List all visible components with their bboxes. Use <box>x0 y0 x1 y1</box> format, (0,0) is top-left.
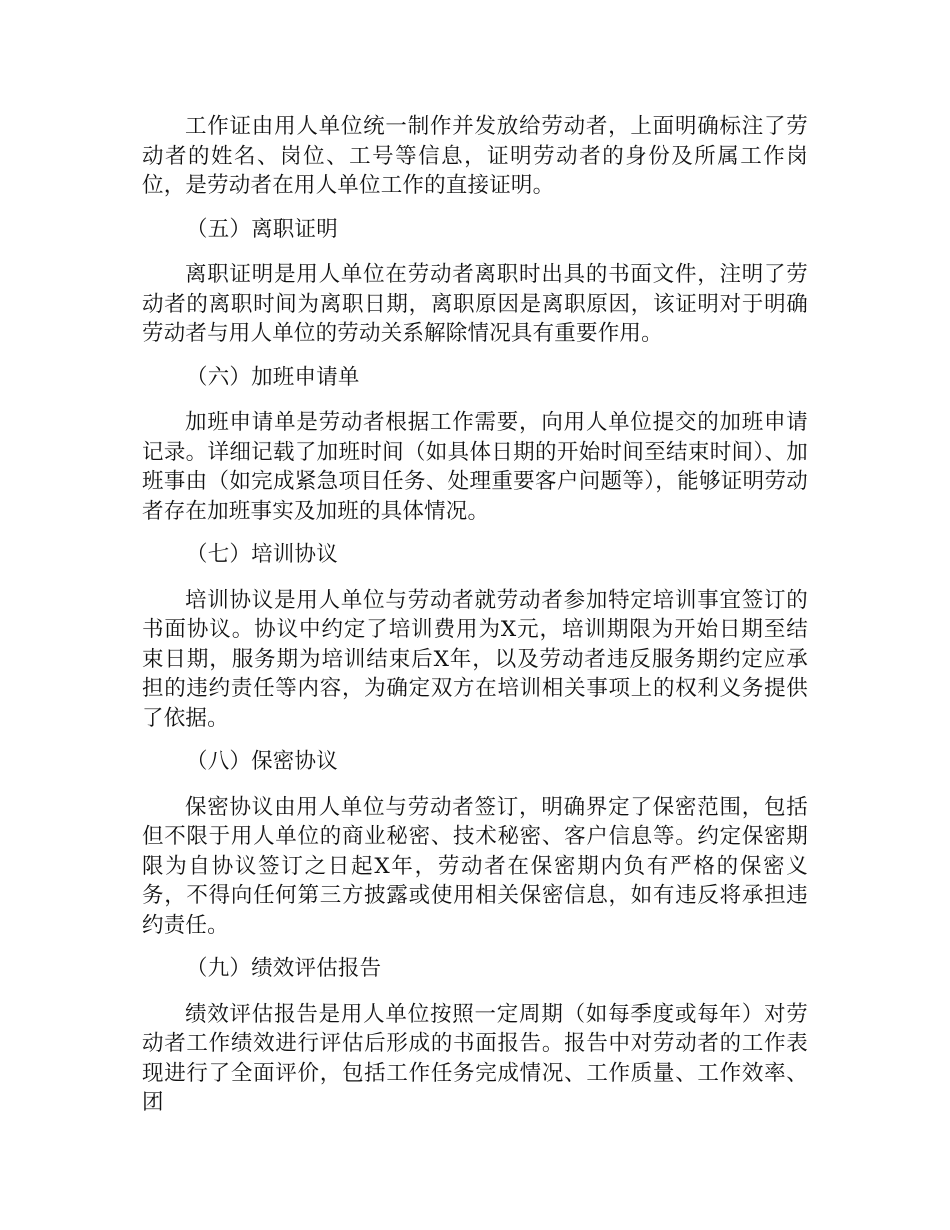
heading-confidentiality-agreement: （八）保密协议 <box>186 749 338 774</box>
paragraph-overtime-application: 加班申请单是劳动者根据工作需要，向用人单位提交的加班申请记录。详细记载了加班时间（如具体日期的开始时间至结束时间）、加班事由（如完成紧急项目任务、处理重要客户问题等），能够证明劳动者存在加班事实及加班的具体情况。 <box>142 410 808 524</box>
paragraph-training-agreement: 培训协议是用人单位与劳动者就劳动者参加特定培训事宜签订的书面协议。协议中约定了培训费用为X元，培训期限为开始日期至结束日期，服务期为培训结束后X年，以及劳动者违反服务期约定应承担的违约责任等内容，为确定双方在培训相关事项上的权利义务提供了依据。 <box>142 587 808 731</box>
heading-performance-report: （九）绩效评估报告 <box>186 956 382 981</box>
document-page <box>142 112 808 1132</box>
heading-overtime-application: （六）加班申请单 <box>186 364 360 390</box>
paragraph-work-id: 工作证由用人单位统一制作并发放给劳动者，上面明确标注了劳动者的姓名、岗位、工号等信息，证明劳动者的身份及所属工作岗位，是劳动者在用人单位工作的直接证明。 <box>142 114 808 198</box>
paragraph-performance-report: 绩效评估报告是用人单位按照一定周期（如每季度或每年）对劳动者工作绩效进行评估后形成的书面报告。报告中对劳动者的工作表现进行了全面评价，包括工作任务完成情况、工作质量、工作效率、团 <box>142 1001 808 1115</box>
heading-training-agreement: （七）培训协议 <box>186 542 338 567</box>
heading-resignation-certificate: （五）离职证明 <box>186 216 338 242</box>
paragraph-resignation-certificate: 离职证明是用人单位在劳动者离职时出具的书面文件，注明了劳动者的离职时间为离职日期，离职原因是离职原因，该证明对于明确劳动者与用人单位的劳动关系解除情况具有重要作用。 <box>142 262 808 346</box>
paragraph-confidentiality-agreement: 保密协议由用人单位与劳动者签订，明确界定了保密范围，包括但不限于用人单位的商业秘密、技术秘密、客户信息等。约定保密期限为自协议签订之日起X年，劳动者在保密期内负有严格的保密义务，不得向任何第三方披露或使用相关保密信息，如有违反将承担违约责任。 <box>142 794 808 938</box>
